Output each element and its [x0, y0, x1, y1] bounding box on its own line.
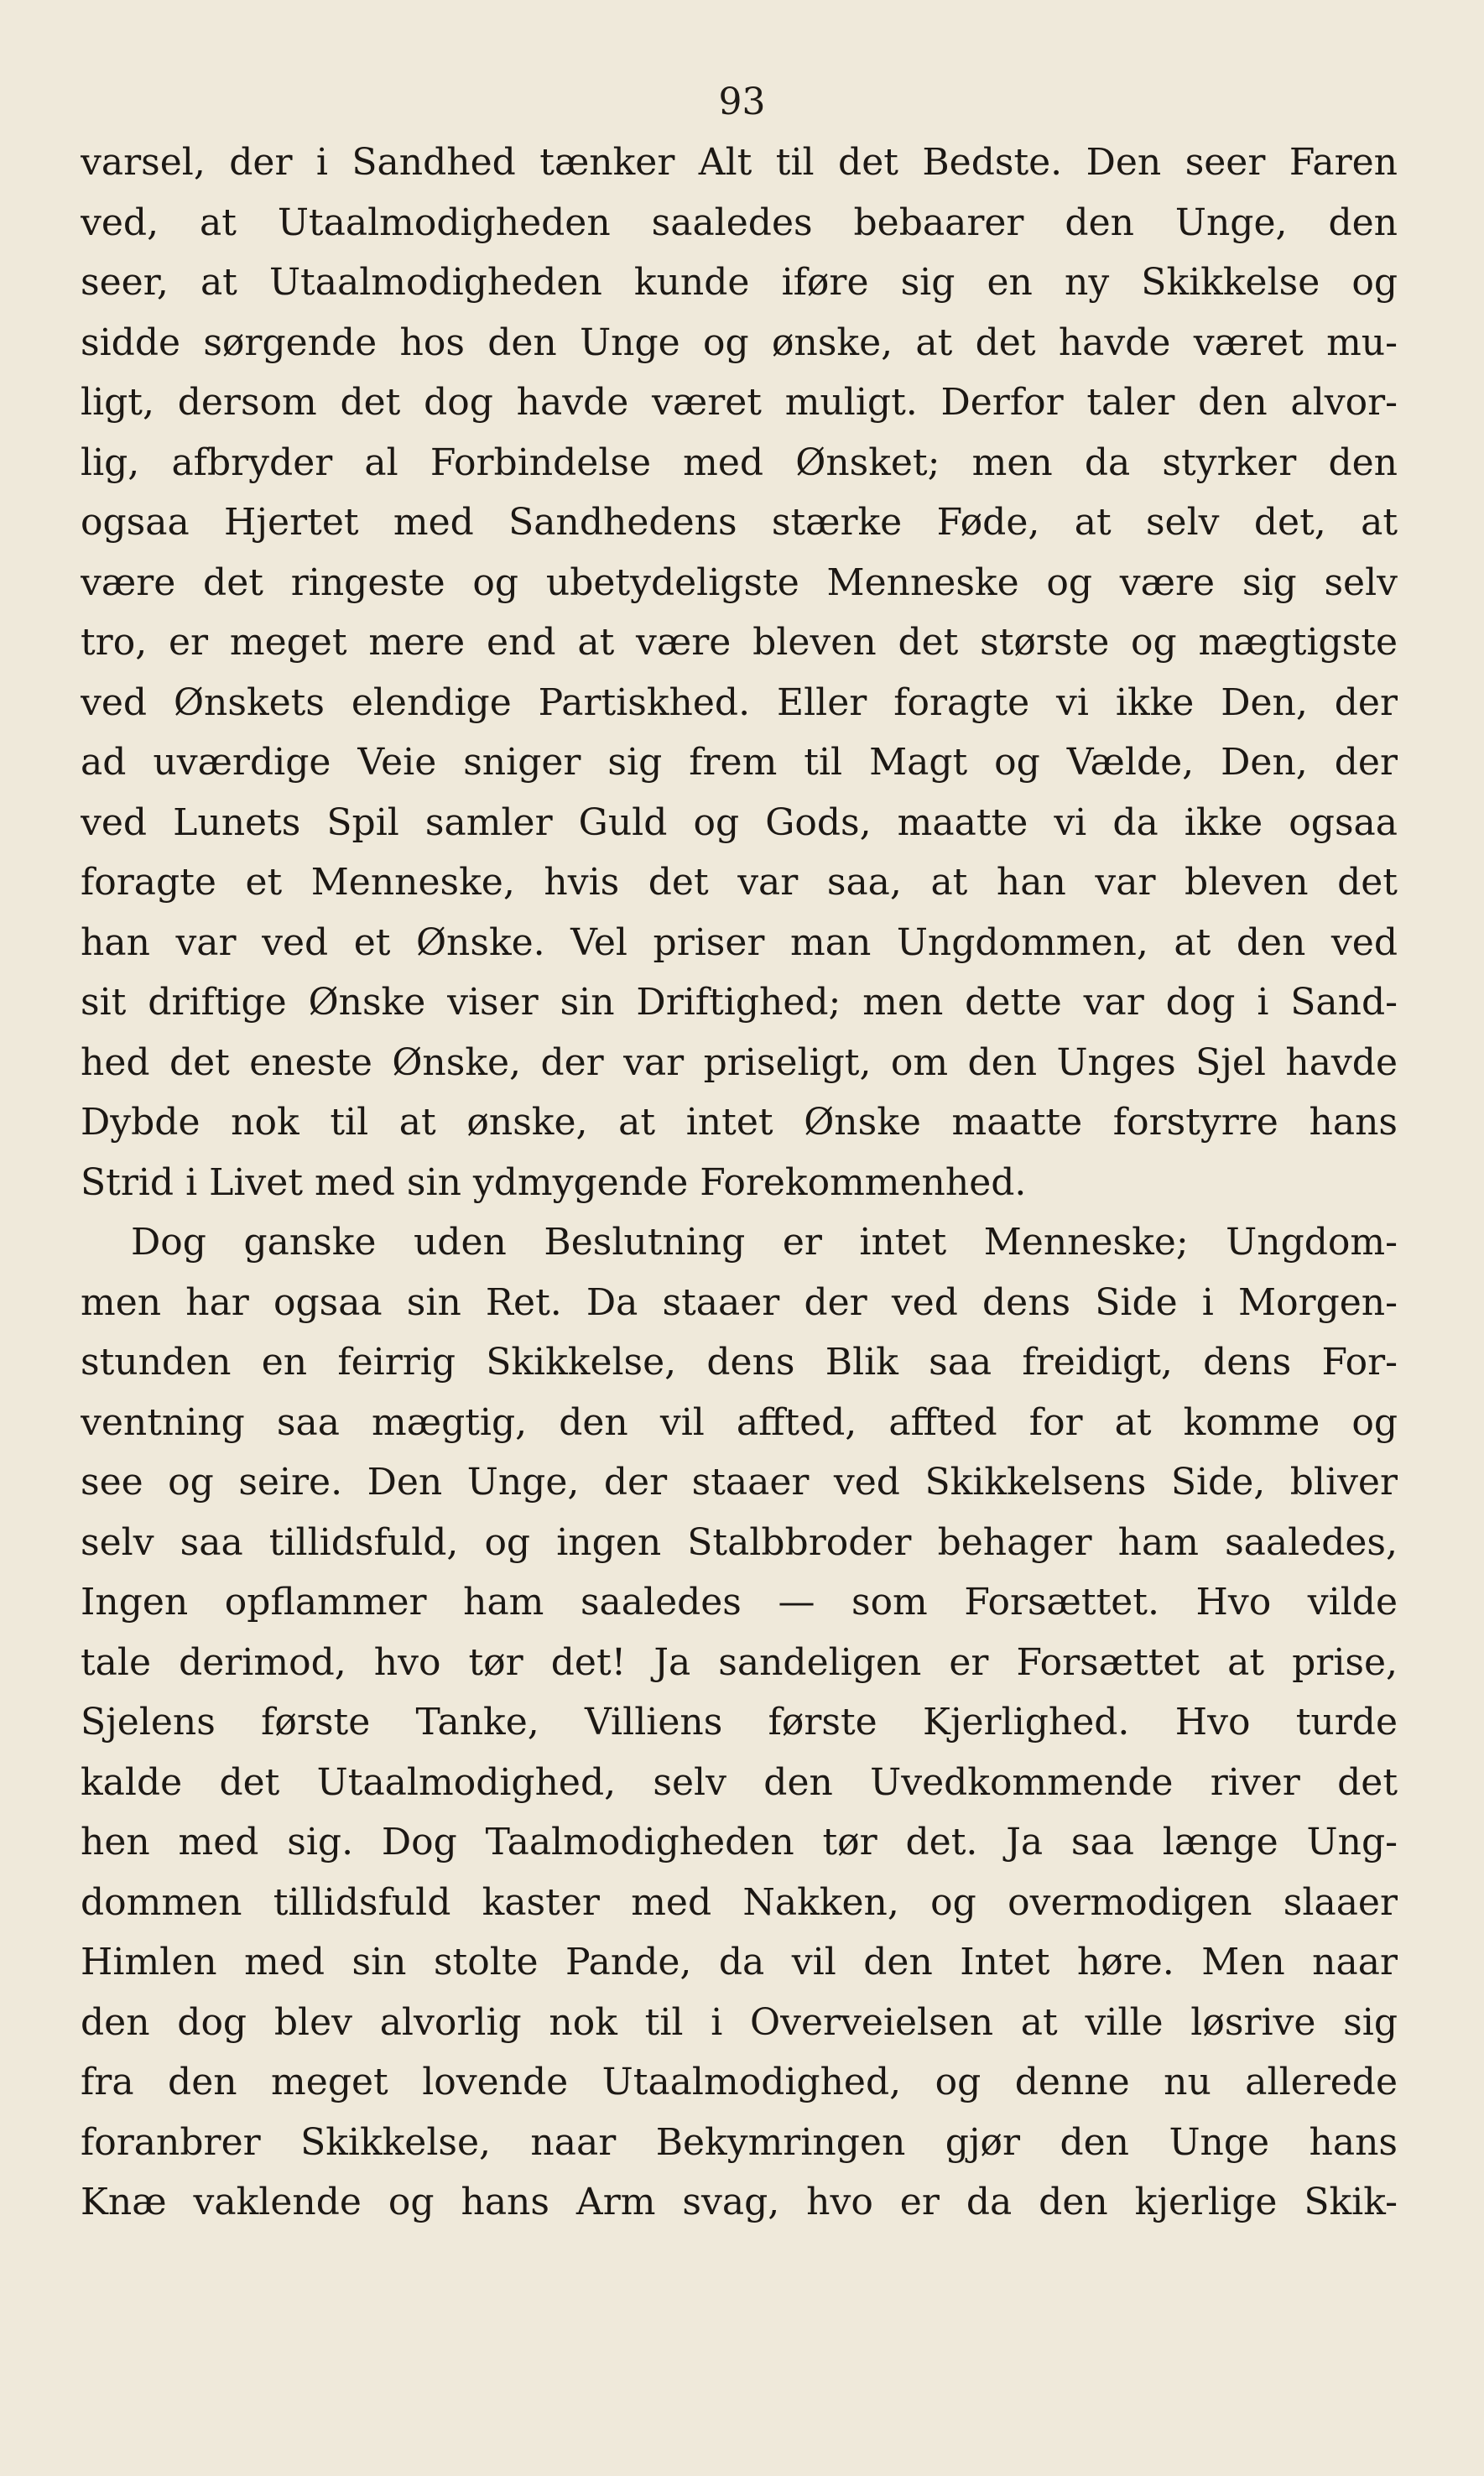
text-line: seer, at Utaalmodigheden kunde iføre sig en ny Skikkelse og — [81, 261, 1398, 304]
text-line: ad uværdige Veie sniger sig frem til Magt og Vælde, Den, der — [81, 741, 1398, 784]
text-line: tale derimod, hvo tør det! Ja sandeligen er Forsættet at prise, — [81, 1640, 1398, 1684]
text-line: Sjelens første Tanke, Villiens første Kjerlighed. Hvo turde — [81, 1701, 1398, 1744]
paragraph-1 — [81, 133, 1398, 1212]
text-line: den dog blev alvorlig nok til i Overveielsen at ville løsrive sig — [81, 2000, 1398, 2044]
text-line: ved Ønskets elendige Partiskhed. Eller foragte vi ikke Den, der — [81, 680, 1398, 724]
paragraph-2 — [81, 1212, 1398, 2233]
text-line: see og seire. Den Unge, der staaer ved Skikkelsens Side, bliver — [81, 1461, 1398, 1504]
text-line: stunden en feirrig Skikkelse, dens Blik saa freidigt, dens For- — [81, 1341, 1398, 1384]
text-line: sidde sørgende hos den Unge og ønske, at det havde været mu- — [81, 321, 1398, 364]
text-line: Dog ganske uden Beslutning er intet Menneske; Ungdom- — [131, 1221, 1398, 1264]
text-line: dommen tillidsfuld kaster med Nakken, og overmodigen slaaer — [81, 1880, 1398, 1924]
text-line: Dybde nok til at ønske, at intet Ønske maatte forstyrre hans — [81, 1101, 1398, 1144]
text-line: Strid i Livet med sin ydmygende Forekommenhed. — [81, 1160, 1027, 1204]
text-line: fra den meget lovende Utaalmodighed, og denne nu allerede — [81, 2061, 1398, 2103]
text-line: foranbrer Skikkelse, naar Bekymringen gjør den Unge hans — [81, 2120, 1398, 2164]
text-line: kalde det Utaalmodighed, selv den Uvedkommende river det — [81, 1760, 1398, 1804]
text-line: selv saa tillidsfuld, og ingen Stalbbroder behager ham saaledes, — [81, 1520, 1398, 1564]
text-line: sit driftige Ønske viser sin Driftighed; men dette var dog i Sand- — [81, 981, 1398, 1024]
page-number: 93 — [718, 81, 766, 123]
text-line: ogsaa Hjertet med Sandhedens stærke Føde, at selv det, at — [81, 501, 1398, 544]
text-line: Himlen med sin stolte Pande, da vil den Intet høre. Men naar — [81, 1941, 1398, 1983]
text-line: lig, afbryder al Forbindelse med Ønsket; men da styrker den — [81, 440, 1398, 484]
text-line: ved, at Utaalmodigheden saaledes bebaarer den Unge, den — [81, 201, 1398, 244]
text-line: ved Lunets Spil samler Guld og Gods, maatte vi da ikke ogsaa — [81, 800, 1398, 844]
text-line: men har ogsaa sin Ret. Da staaer der ved dens Side i Morgen- — [81, 1280, 1398, 1324]
text-line: foragte et Menneske, hvis det var saa, at han var bleven det — [81, 861, 1398, 904]
text-line: han var ved et Ønske. Vel priser man Ungdommen, at den ved — [81, 920, 1398, 964]
text-line: tro, er meget mere end at være bleven det største og mægtigste — [81, 621, 1398, 664]
text-line: ligt, dersom det dog havde været muligt. Derfor taler den alvor- — [81, 381, 1398, 424]
text-line: hen med sig. Dog Taalmodigheden tør det. Ja saa længe Ung- — [81, 1821, 1398, 1864]
text-line: Ingen opflammer ham saaledes — som Forsættet. Hvo vilde — [81, 1581, 1398, 1624]
text-line: Knæ vaklende og hans Arm svag, hvo er da den kjerlige Skik- — [81, 2181, 1398, 2223]
text-line: hed det eneste Ønske, der var priseligt, om den Unges Sjel havde — [81, 1040, 1398, 1084]
text-line: varsel, der i Sandhed tænker Alt til det Bedste. Den seer Faren — [81, 141, 1398, 184]
body-text — [81, 133, 1398, 2233]
text-line: være det ringeste og ubetydeligste Menneske og være sig selv — [81, 560, 1398, 604]
text-line: ventning saa mægtig, den vil affted, affted for at komme og — [81, 1400, 1398, 1444]
